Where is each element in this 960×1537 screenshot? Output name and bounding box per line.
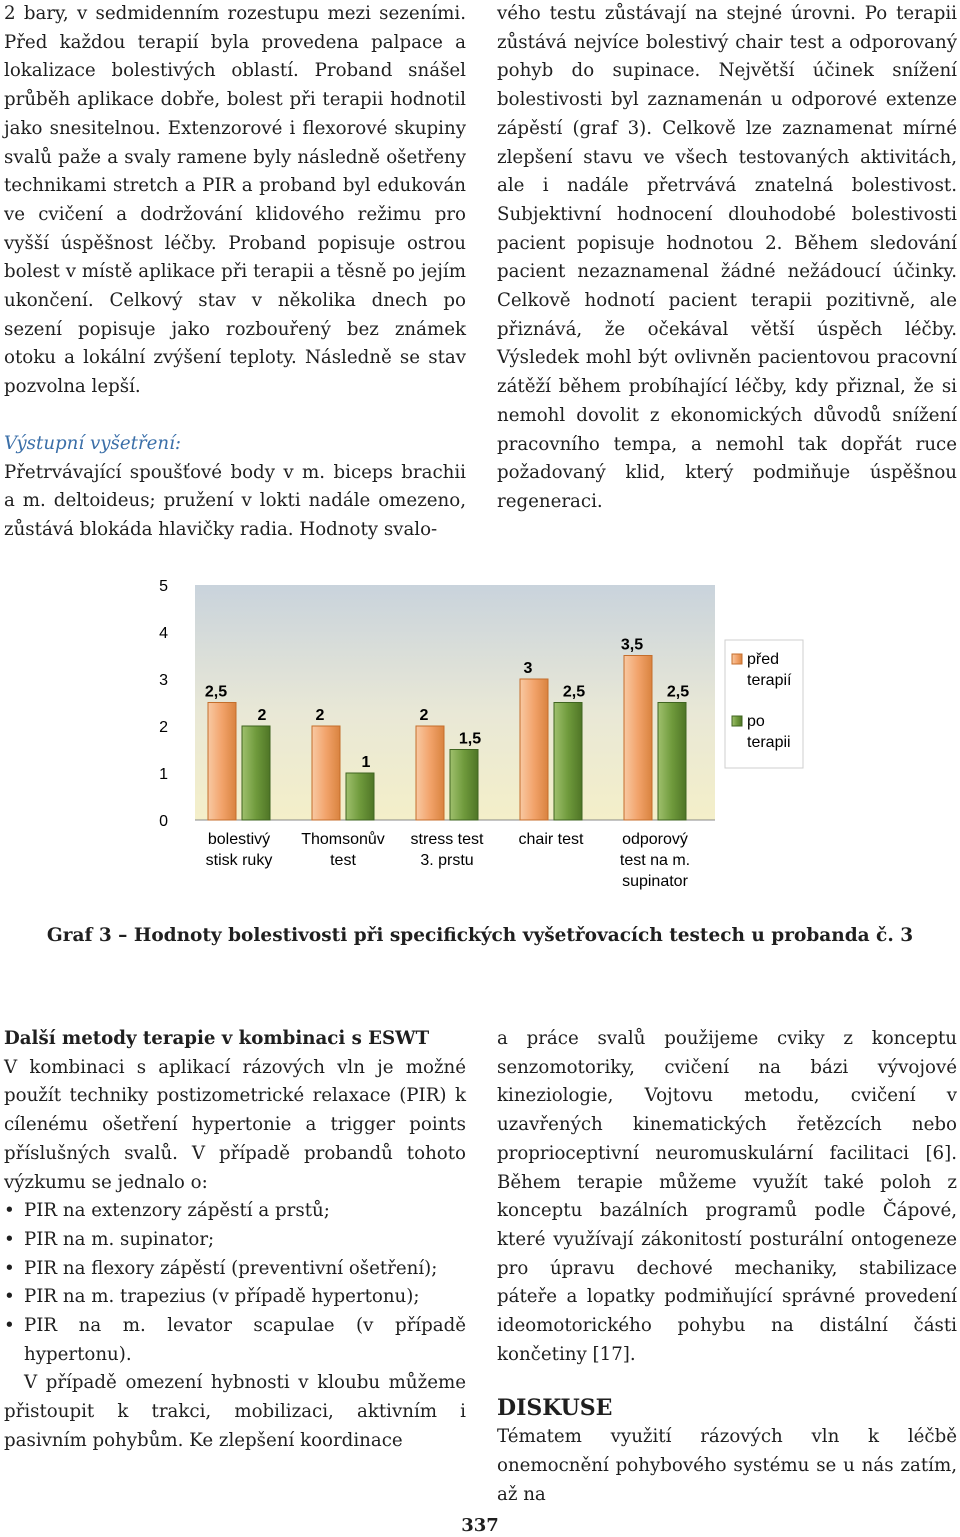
category-label-line: 3. prstu [420, 852, 474, 869]
paragraph: Tématem využití rázových vln k léčbě onemocnění pohybového systému se u nás zatím, až na [497, 1426, 957, 1505]
category-label-line: chair test [518, 831, 584, 848]
y-tick-label: 4 [159, 625, 168, 642]
data-label: 2,5 [204, 683, 228, 701]
paragraph: a práce svalů použijeme cviky z konceptu senzomotoriky, cvičení na bázi vývojové kineziologie, Vojtovu metodu, cvičení v uzavřených kinematických řetězcích nebo proprioceptivní neuromuskulární facilitaci [6]. Během terapie můžeme využít také poloh z konceptu bazálních programů podle Čápové, které využívají zákonitostí posturální ontogeneze pro úpravu dechové mechaniky, stabilizace páteře a lopatky podmiňující správné provedení ideomotorického pohybu na distální části končetiny [17]. [497, 1028, 957, 1365]
bar [416, 726, 444, 820]
category-label [411, 831, 484, 869]
list-item: • PIR na extenzory zápěstí a prstů; [4, 1197, 466, 1226]
bar [346, 773, 374, 820]
legend-label-line: po [747, 713, 765, 730]
bar [312, 726, 340, 820]
paragraph: V kombinaci s aplikací rázových vln je možné použít techniky postizometrické relaxace (PIR) k cílenému ošetření hypertonie a trigger points příslušných svalů. V případě probandů tohoto výzkumu se jednalo o: [4, 1056, 466, 1193]
section-heading-output-exam: Výstupní vyšetření: [4, 432, 182, 454]
legend-label-line: terapií [747, 672, 792, 689]
bullet-list [4, 1197, 466, 1369]
list-item: • PIR na flexory zápěstí (preventivní ošetření); [4, 1255, 466, 1284]
y-tick-label: 0 [159, 813, 168, 830]
category-label-line: stisk ruky [205, 852, 273, 869]
figure-caption: Graf 3 – Hodnoty bolestivosti při specifických vyšetřovacích testech u probanda č. 3 [46, 925, 914, 946]
page-number: 337 [461, 1515, 499, 1536]
list-item: • PIR na m. supinator; [4, 1226, 466, 1255]
category-label-line: odporový [622, 831, 688, 848]
bar [450, 750, 478, 821]
data-label: 1,5 [458, 730, 482, 748]
data-label: 3 [523, 660, 533, 677]
bottom-left-column [4, 1025, 466, 1456]
section-heading-other-methods: Další metody terapie v kombinaci s ESWT [4, 1028, 430, 1049]
category-label [206, 831, 273, 869]
top-left-column [4, 0, 466, 545]
bar [624, 656, 652, 821]
category-label-line: stress test [410, 831, 484, 848]
data-label: 2 [257, 707, 267, 724]
paragraph: V případě omezení hybnosti v kloubu můžeme přistoupit k trakci, mobilizaci, aktivním i pasivním pohybům. Ke zlepšení koordinace [4, 1372, 466, 1451]
data-label: 2,5 [562, 683, 586, 701]
paragraph: Přetrvávající spoušťové body v m. biceps brachii a m. deltoideus; pružení v lokti nadále omezeno, zůstává blokáda hlavičky radia. Hodnoty svalo- [4, 461, 466, 540]
category-label-line: test [330, 852, 356, 869]
category-label [301, 830, 385, 869]
bar [554, 703, 582, 821]
data-label: 2 [419, 707, 429, 724]
bottom-right-column [497, 1025, 957, 1510]
legend-swatch [732, 654, 742, 664]
category-label [620, 831, 690, 890]
data-label: 1 [361, 754, 371, 771]
category-label-line: supinator [622, 873, 688, 890]
category-label [519, 831, 584, 848]
category-label-line: Thomsonův [301, 831, 385, 848]
y-tick-label: 1 [159, 766, 168, 783]
paragraph: 2 bary, v sedmidenním rozestupu mezi sezeními. Před každou terapií byla provedena palpace a lokalizace bolestivých oblastí. Proband snášel průběh aplikace dobře, bolest při terapii hodnotil jako snesitelnou. Extenzorové i flexorové skupiny svalů paže a svaly ramene byly následně ošetřeny technikami stretch a PIR a proband byl edukován ve cvičení a dodržování klidového režimu pro vyšší úspěšnost léčby. Proband popisuje ostrou bolest v místě aplikace při terapii a těsně po jejím ukončení. Celkový stav v několika dnech po sezení popisuje jako rozbouřený bez známek otoku a lokální zvýšení teploty. Následně se stav pozvolna lepší. [4, 3, 466, 398]
y-tick-label: 5 [159, 578, 168, 595]
bar [242, 726, 270, 820]
legend-swatch [732, 716, 742, 726]
data-label: 2,5 [666, 683, 690, 701]
category-label-line: test na m. [619, 852, 691, 869]
data-label: 2 [315, 707, 325, 724]
bar [208, 703, 236, 821]
y-tick-label: 3 [159, 672, 168, 689]
top-right-column [497, 0, 957, 517]
legend-label-line: terapii [747, 734, 791, 751]
list-item: • PIR na m. levator scapulae (v případě hypertonu). [4, 1312, 466, 1369]
paragraph: vého testu zůstávají na stejné úrovni. Po terapii zůstává nejvíce bolestivý chair test a odporovaný pohyb do supinace. Největší účinek snížení bolestivosti byl zaznamenán u odporové extenze zápěstí (graf 3). Celkově lze zaznamenat mírné zlepšení stavu ve všech testovaných aktivitách, ale i nadále přetrvává znatelná bolestivost. Subjektivní hodnocení dlouhodobé bolestivosti pacient popisuje hodnotou 2. Během sledování pacient nezaznamenal žádné nežádoucí účinky. Celkově hodnotí pacient terapii pozitivně, ale přiznává, že očekával větší úspěch léčby. Výsledek mohl být ovlivněn pacientovou pracovní zátěží během probíhající léčby, kdy přiznal, že si nemohl dovolit z ekonomických důvodů snížení pracovního tempa, a nemohl tak dopřát ruce požadovaný klid, který podmiňuje úspěšnou regeneraci. [497, 3, 957, 512]
bar [520, 679, 548, 820]
legend-label-line: před [747, 651, 780, 668]
data-label: 3,5 [620, 636, 644, 654]
bar [658, 703, 686, 821]
y-tick-label: 2 [159, 719, 168, 736]
list-item: • PIR na m. trapezius (v případě hypertonu); [4, 1283, 466, 1312]
category-label-line: bolestivý [207, 831, 271, 848]
bar-chart [140, 575, 820, 905]
section-heading-discussion: DISKUSE [497, 1395, 613, 1422]
